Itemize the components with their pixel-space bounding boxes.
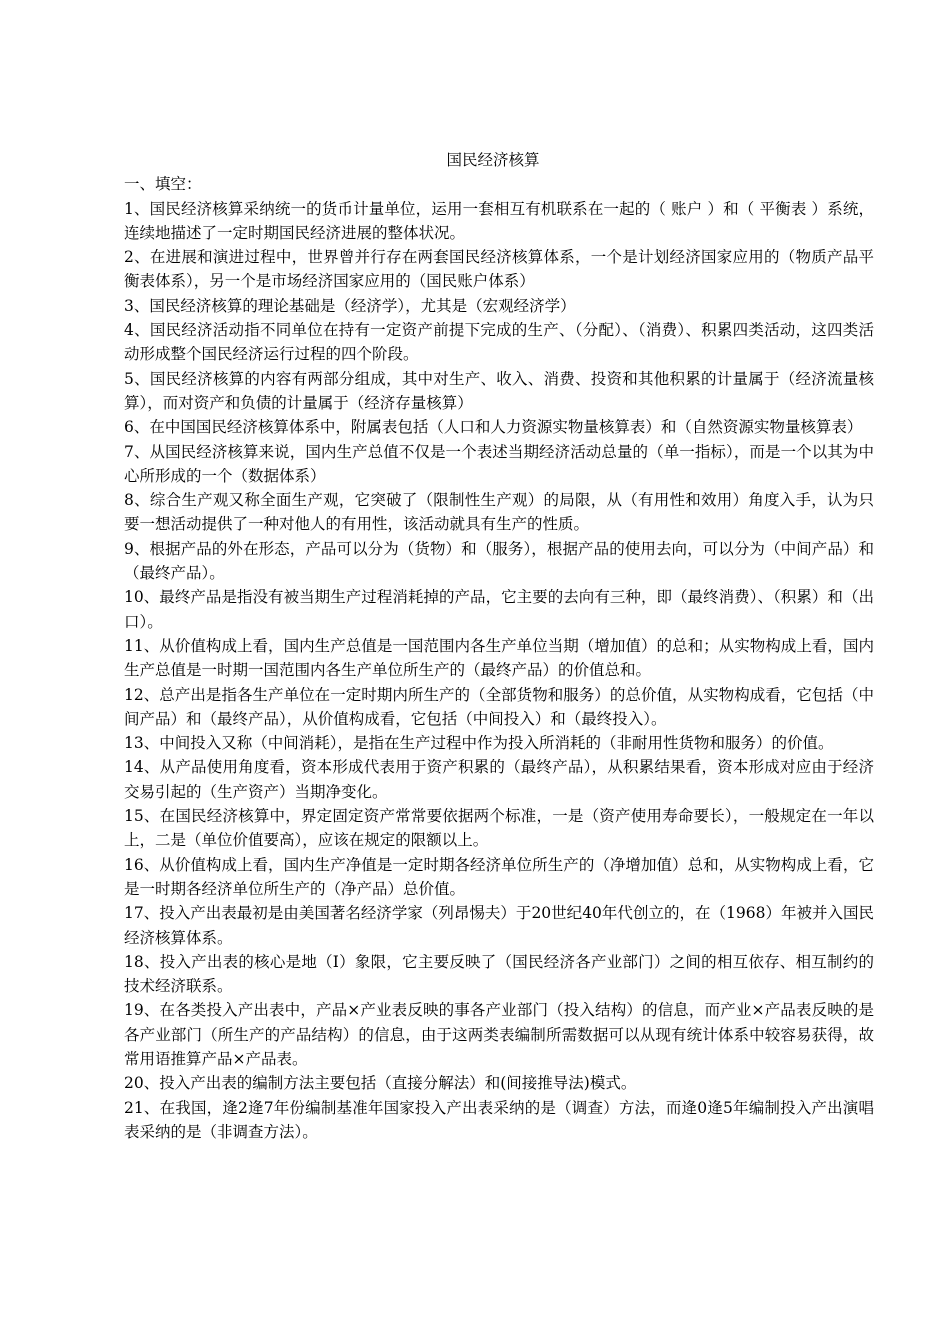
question-item: 7、从国民经济核算来说，国内生产总值不仅是一个表述当期经济活动总量的（单一指标），而是一个以其为中心所形成的一个（数据体系） (124, 442, 874, 485)
question-item: 1、国民经济核算采纳统一的货币计量单位，运用一套相互有机联系在一起的（ 账户 ）和（ 平衡表 ）系统，连续地描述了一定时期国民经济进展的整体状况。 (124, 199, 874, 242)
question-item: 10、最终产品是指没有被当期生产过程消耗掉的产品，它主要的去向有三种，即（最终消费）、（积累）和（出口）。 (124, 588, 874, 631)
question-item: 16、从价值构成上看，国内生产净值是一定时期各经济单位所生产的（净增加值）总和，从实物构成上看，它是一时期各经济单位所生产的（净产品）总价值。 (124, 855, 874, 898)
question-item: 2、在进展和演进过程中，世界曾并行存在两套国民经济核算体系，一个是计划经济国家应用的（物质产品平衡表体系），另一个是市场经济国家应用的（国民账户体系） (124, 248, 874, 291)
question-item: 8、综合生产观又称全面生产观，它突破了（限制性生产观）的局限，从（有用性和效用）角度入手，认为只要一想活动提供了一种对他人的有用性，该活动就具有生产的性质。 (124, 491, 874, 534)
question-item: 19、在各类投入产出表中，产品×产业表反映的事各产业部门（投入结构）的信息，而产业×产品表反映的是各产业部门（所生产的产品结构）的信息，由于这两类表编制所需数据可以从现有统计体系中较容易获得，故常用语推算产品×产品表。 (124, 1001, 874, 1068)
question-item: 15、在国民经济核算中，界定固定资产常常要依据两个标准，一是（资产使用寿命要长），一般规定在一年以上，二是（单位价值要高），应该在规定的限额以上。 (124, 807, 874, 850)
question-item: 5、国民经济核算的内容有两部分组成，其中对生产、收入、消费、投资和其他积累的计量属于（经济流量核算），而对资产和负债的计量属于（经济存量核算） (124, 369, 874, 412)
question-item: 9、根据产品的外在形态，产品可以分为（货物）和（服务），根据产品的使用去向，可以分为（中间产品）和（最终产品）。 (124, 539, 874, 583)
question-item: 13、中间投入又称（中间消耗），是指在生产过程中作为投入所消耗的（非耐用性货物和服务）的价值。 (124, 734, 834, 753)
question-item: 12、总产出是指各生产单位在一定时期内所生产的（全部货物和服务）的总价值，从实物构成看，它包括（中间产品）和（最终产品），从价值构成看，它包括（中间投入）和（最终投入）。 (124, 685, 874, 728)
question-item: 11、从价值构成上看，国内生产总值是一国范围内各生产单位当期（增加值）的总和；从实物构成上看，国内生产总值是一时期一国范围内各生产单位所生产的（最终产品）的价值总和。 (124, 636, 874, 680)
question-item: 20、投入产出表的编制方法主要包括（直接分解法）和(间接推导法)模式。 (124, 1074, 637, 1093)
question-item: 14、从产品使用角度看，资本形成代表用于资产积累的（最终产品），从积累结果看，资本形成对应由于经济交易引起的（生产资产）当期净变化。 (124, 758, 874, 801)
question-item: 18、投入产出表的核心是地（Ⅰ）象限，它主要反映了（国民经济各产业部门）之间的相互依存、相互制约的技术经济联系。 (124, 952, 874, 996)
question-item: 3、国民经济核算的理论基础是（经济学），尤其是（宏观经济学） (124, 296, 576, 315)
section-heading: 一、填空： (124, 175, 202, 194)
question-item: 4、国民经济活动指不同单位在持有一定资产前提下完成的生产、（分配）、（消费）、积累四类活动，这四类活动形成整个国民经济运行过程的四个阶段。 (124, 321, 874, 364)
question-item: 17、投入产出表最初是由美国著名经济学家（列昂惕夫）于20世纪40年代创立的，在（1968）年被并入国民经济核算体系。 (124, 904, 874, 947)
question-item: 6、在中国国民经济核算体系中，附属表包括（人口和人力资源实物量核算表）和（自然资源实物量核算表） (124, 418, 863, 437)
document-title: 国民经济核算 (446, 151, 540, 169)
fill-in-blank-list (124, 197, 874, 1145)
question-item: 21、在我国，逄2逄7年份编制基准年国家投入产出表采纳的是（调查）方法，而逄0逄5年编制投入产出演唱表采纳的是（非调查方法）。 (124, 1098, 874, 1141)
